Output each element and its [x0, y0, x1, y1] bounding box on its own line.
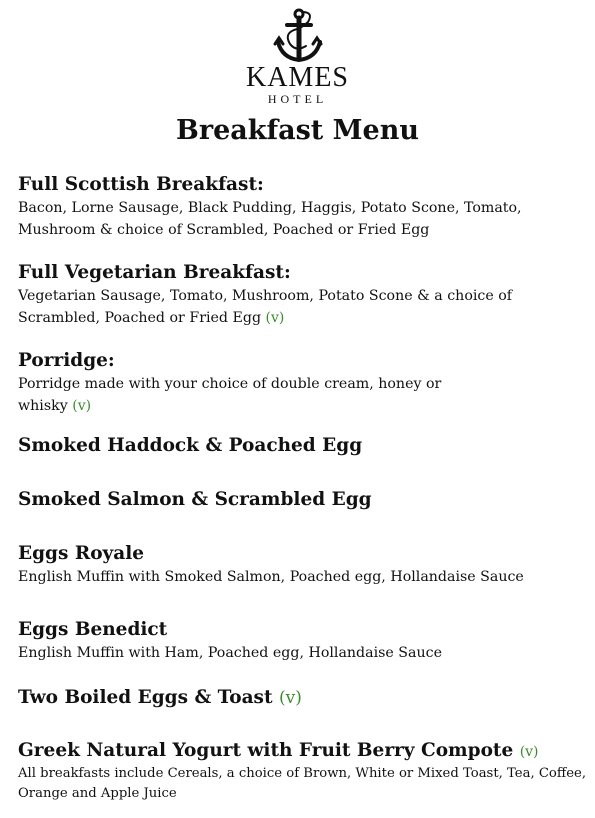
- item-description: English Muffin with Smoked Salmon, Poached egg, Hollandaise Sauce: [18, 569, 524, 585]
- item-name: [18, 739, 583, 764]
- hotel-name: KAMES: [245, 62, 349, 93]
- menu-item-boiled-eggs: [18, 686, 583, 710]
- item-name: Full Scottish Breakfast:: [18, 174, 264, 195]
- menu-item-smoked-haddock: [18, 434, 583, 458]
- item-name: Smoked Salmon & Scrambled Egg: [18, 489, 372, 510]
- item-description-text: Vegetarian Sausage, Tomato, Mushroom, Potato Scone & a choice of Scrambled, Poached or Fried Egg: [18, 288, 513, 326]
- menu-item-eggs-benedict: [18, 618, 583, 664]
- item-description: [18, 285, 583, 329]
- menu-item-porridge: [18, 349, 583, 417]
- menu-item-full-vegetarian: [18, 261, 583, 329]
- item-name: Smoked Haddock & Poached Egg: [18, 435, 363, 456]
- item-description: [18, 373, 488, 417]
- footnote-text: All breakfasts include Cereals, a choice of Brown, White or Mixed Toast, Tea, Coffee, Orange and Apple Juice: [18, 766, 587, 801]
- item-name-text: Two Boiled Eggs & Toast: [18, 687, 273, 708]
- vegetarian-mark: (v): [265, 310, 285, 326]
- anchor-icon: [272, 8, 324, 64]
- breakfast-footnote: [18, 764, 588, 804]
- hotel-subtitle: HOTEL: [267, 92, 328, 106]
- hotel-logo: [0, 8, 595, 106]
- item-description-text: Porridge made with your choice of double cream, honey or whisky: [18, 376, 442, 414]
- vegetarian-mark: (v): [72, 398, 92, 414]
- vegetarian-mark: (v): [278, 688, 302, 708]
- item-name: Eggs Royale: [18, 543, 145, 564]
- menu-item-full-scottish: [18, 173, 583, 241]
- item-name: Porridge:: [18, 350, 115, 371]
- vegetarian-mark: (v): [519, 744, 539, 760]
- item-description: Bacon, Lorne Sausage, Black Pudding, Haggis, Potato Scone, Tomato, Mushroom & choice of Scrambled, Poached or Fried Egg: [18, 200, 522, 238]
- item-name: Eggs Benedict: [18, 619, 168, 640]
- menu-item-eggs-royale: [18, 542, 583, 588]
- menu-item-smoked-salmon: [18, 488, 583, 512]
- page-title: Breakfast Menu: [176, 115, 419, 146]
- item-description: English Muffin with Ham, Poached egg, Hollandaise Sauce: [18, 645, 442, 661]
- menu-item-greek-yogurt: [18, 739, 583, 764]
- item-name: [18, 686, 583, 710]
- item-name: Full Vegetarian Breakfast:: [18, 262, 291, 283]
- item-name-text: Greek Natural Yogurt with Fruit Berry Compote: [18, 740, 514, 761]
